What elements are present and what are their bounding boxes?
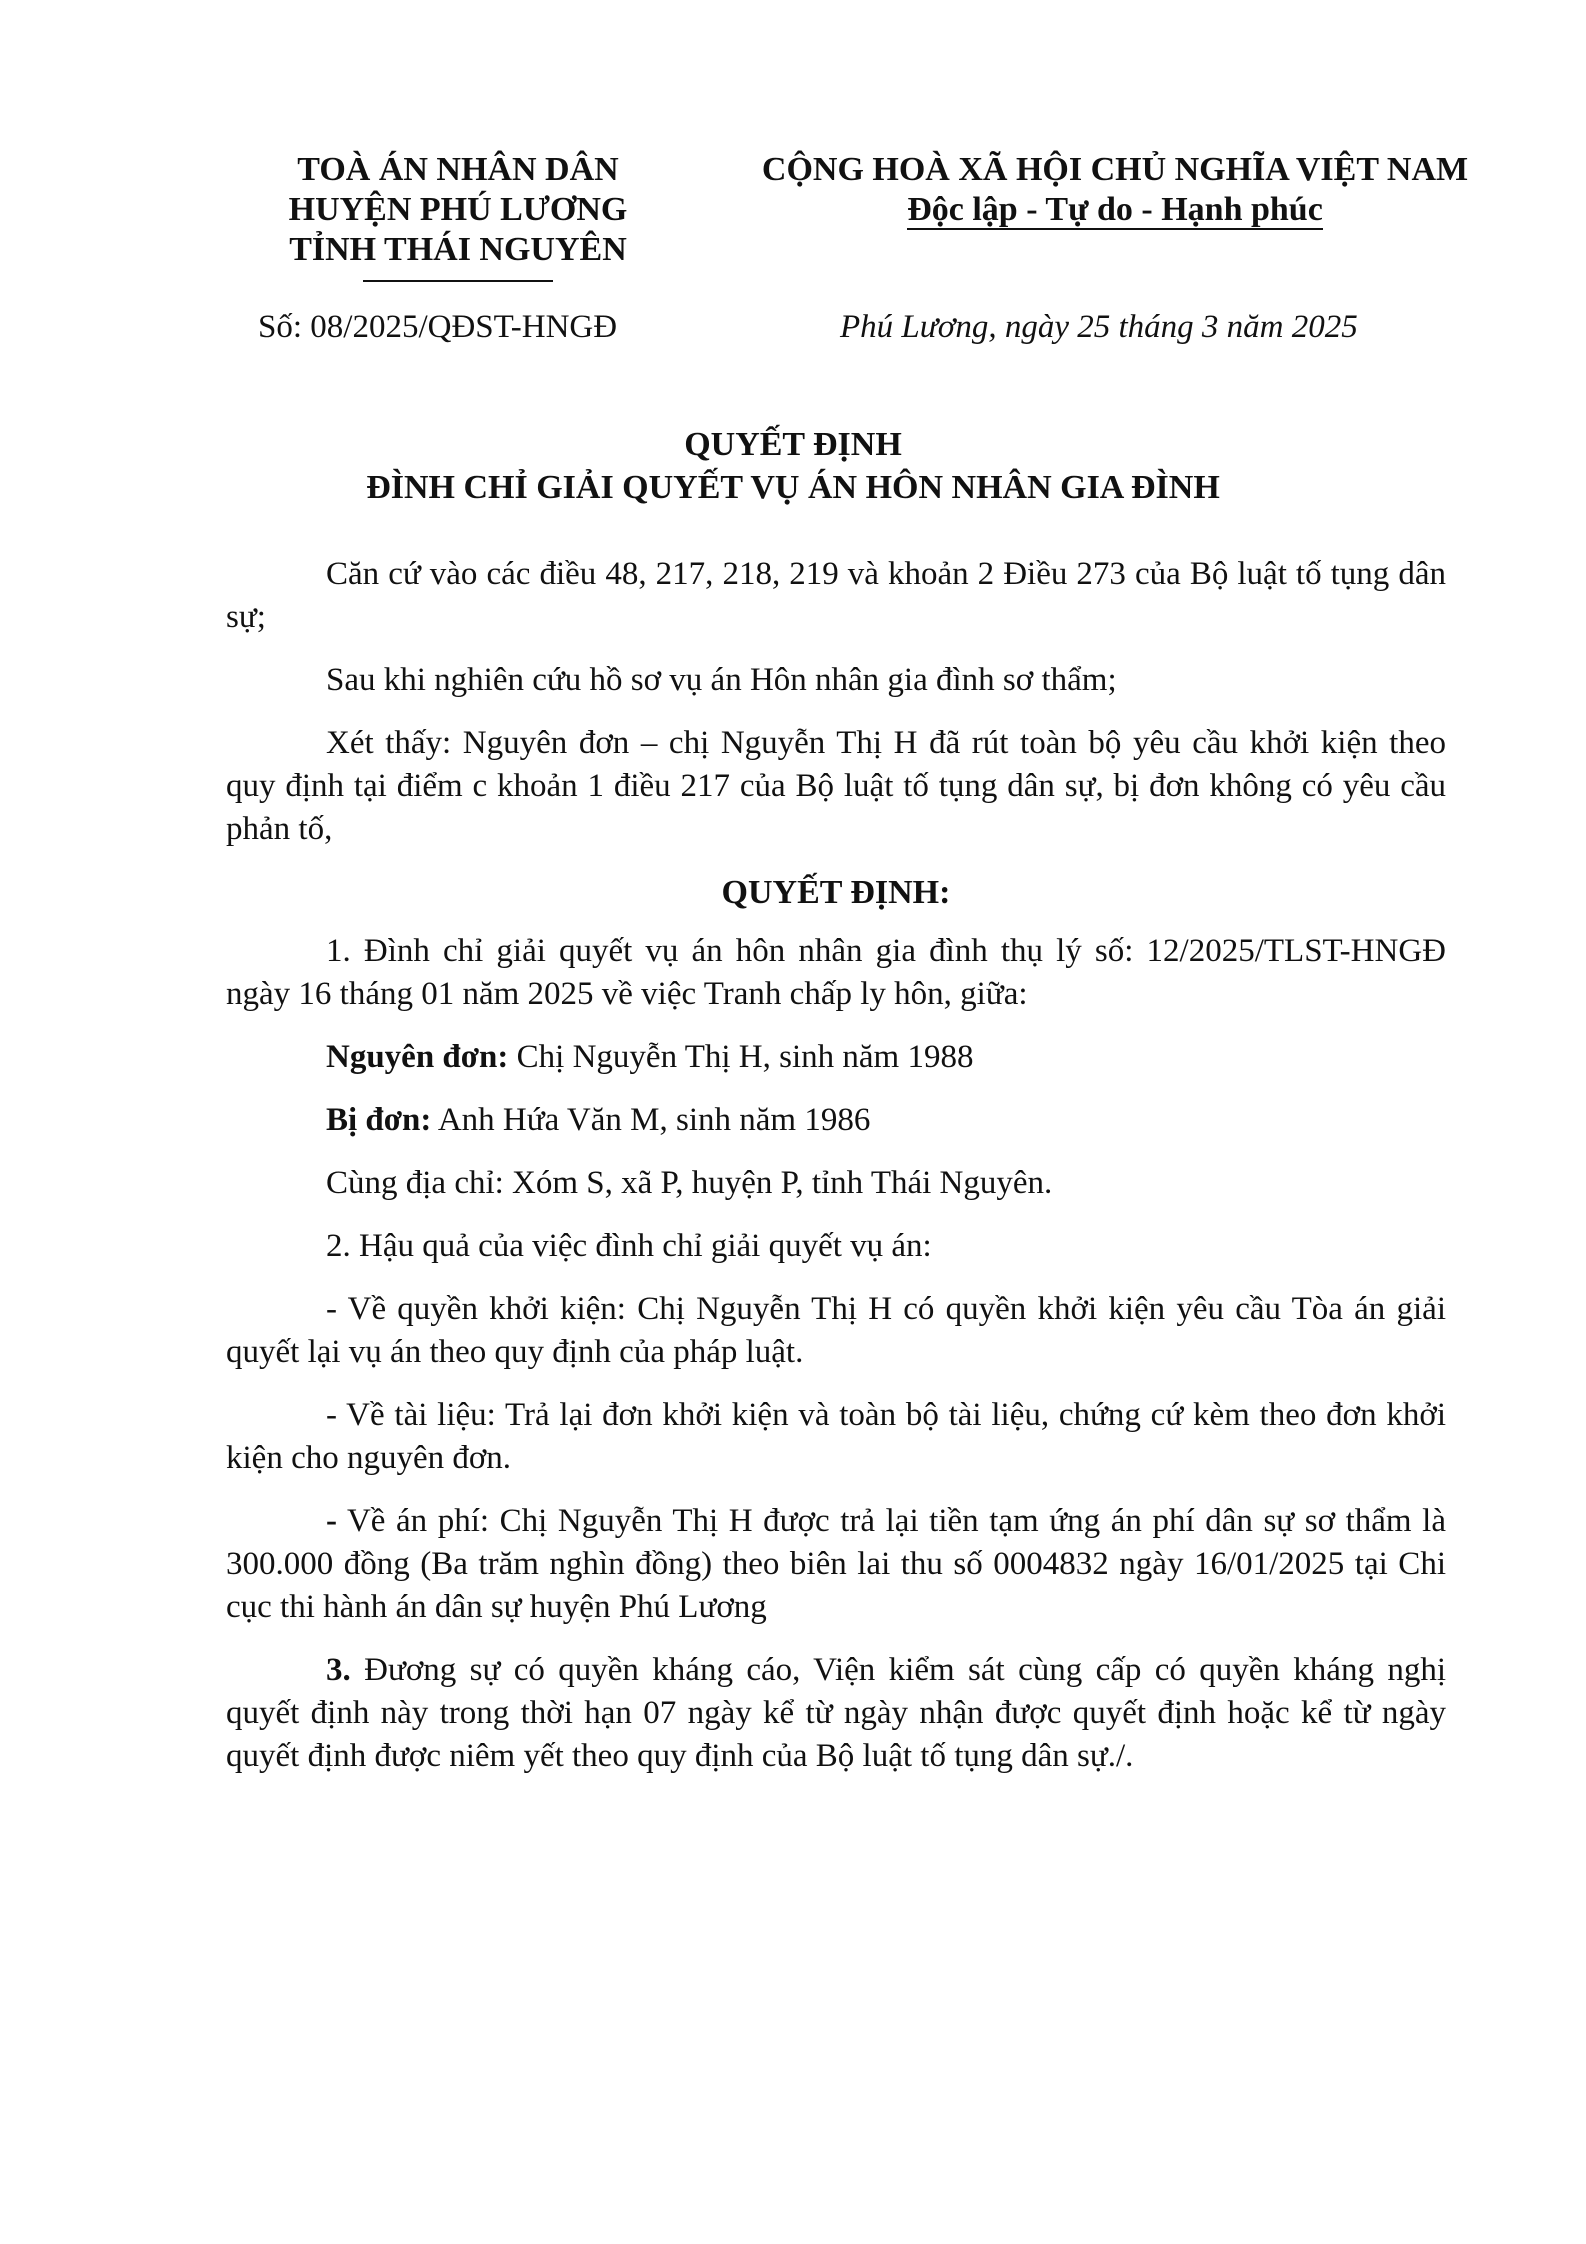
plaintiff-value: Chị Nguyễn Thị H, sinh năm 1988 [508,1039,974,1075]
defendant-label: Bị đơn: [326,1102,432,1138]
right-to-sue-paragraph: - Về quyền khởi kiện: Chị Nguyễn Thị H có quyền khởi kiện yêu cầu Tòa án giải quyết lại vụ án theo quy định của pháp luật. [226,1291,1446,1370]
decision-heading: QUYẾT ĐỊNH: [721,874,951,911]
court-header [228,150,688,282]
document-subtitle: ĐÌNH CHỈ GIẢI QUYẾT VỤ ÁN HÔN NHÂN GIA ĐÌNH [366,469,1220,506]
defendant-line [226,1099,1446,1142]
address-line: Cùng địa chỉ: Xóm S, xã P, huyện P, tỉnh Thái Nguyên. [326,1165,1053,1201]
court-name-line2: HUYỆN PHÚ LƯƠNG [288,191,628,228]
decision-item-2: 2. Hậu quả của việc đình chỉ giải quyết vụ án: [326,1228,932,1264]
court-name-line1: TOÀ ÁN NHÂN DÂN [297,151,619,188]
decision-item-1: 1. Đình chỉ giải quyết vụ án hôn nhân gia đình thụ lý số: 12/2025/TLST-HNGĐ ngày 16 tháng 01 năm 2025 về việc Tranh chấp ly hôn, giữa: [226,933,1446,1012]
legal-basis-paragraph: Căn cứ vào các điều 48, 217, 218, 219 và khoản 2 Điều 273 của Bộ luật tố tụng dân sự; [226,556,1446,635]
plaintiff-label: Nguyên đơn: [326,1039,509,1075]
item-3-text: Đương sự có quyền kháng cáo, Viện kiểm sát cùng cấp có quyền kháng nghị quyết định này trong thời hạn 07 ngày kể từ ngày nhận được quyết định hoặc kể từ ngày quyết định được niêm yết theo quy định của Bộ luật tố tụng dân sự./. [226,1652,1446,1774]
item-3-number: 3. [326,1652,351,1688]
national-motto: Độc lập - Tự do - Hạnh phúc [907,191,1323,228]
plaintiff-line [226,1036,1446,1079]
court-header-divider [363,280,553,282]
court-fee-paragraph [226,1500,1446,1629]
court-name-line3: TỈNH THÁI NGUYÊN [289,231,627,268]
finding-paragraph: Xét thấy: Nguyên đơn – chị Nguyễn Thị H đã rút toàn bộ yêu cầu khởi kiện theo quy định tại điểm c khoản 1 điều 217 của Bộ luật tố tụng dân sự, bị đơn không có yêu cầu phản tố, [226,725,1446,847]
decision-item-3 [226,1649,1446,1778]
document-body [226,553,1446,1798]
document-title: QUYẾT ĐỊNH [684,426,902,463]
defendant-value: Anh Hứa Văn M, sinh năm 1986 [431,1102,871,1138]
review-paragraph: Sau khi nghiên cứu hồ sơ vụ án Hôn nhân gia đình sơ thẩm; [326,662,1117,698]
court-fee-dash: - [326,1503,337,1539]
court-fee-text: Về án phí: Chị Nguyễn Thị H được trả lại tiền tạm ứng án phí dân sự sơ thẩm là 300.000 đồng (Ba trăm nghìn đồng) theo biên lai thu số 0004832 ngày 16/01/2025 tại Chi cục thi hành án dân sự huyện Phú Lương [226,1503,1446,1625]
nation-header [720,150,1510,230]
document-number: Số: 08/2025/QĐST-HNGĐ [258,309,618,345]
documents-paragraph: - Về tài liệu: Trả lại đơn khởi kiện và toàn bộ tài liệu, chứng cứ kèm theo đơn khởi kiện cho nguyên đơn. [226,1397,1446,1476]
place-and-date: Phú Lương, ngày 25 tháng 3 năm 2025 [840,309,1358,345]
nation-name: CỘNG HOÀ XÃ HỘI CHỦ NGHĨA VIỆT NAM [761,151,1469,188]
